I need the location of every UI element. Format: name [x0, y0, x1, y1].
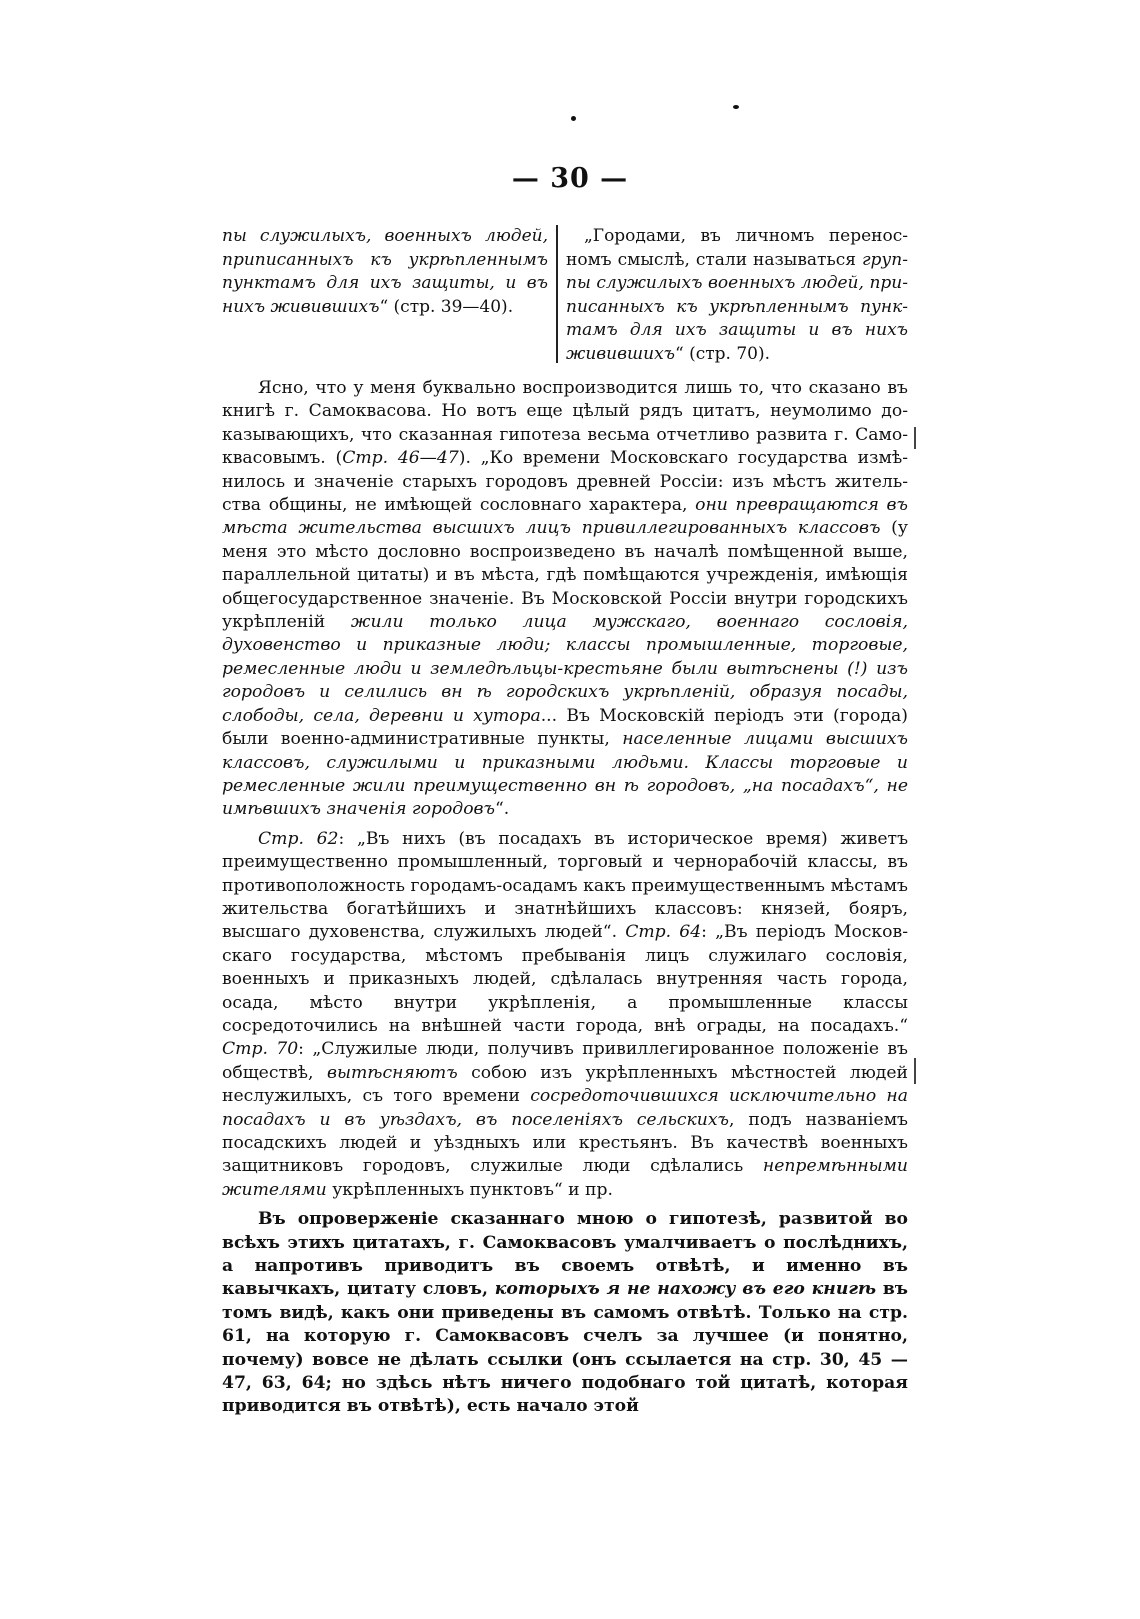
- text-run: : „Въ періодъ Московскаго государства, мѣстомъ пребыванія лицъ служилаго сословія, военныхъ и приказныхъ людей, сдѣлалась внутренняя часть города, осада, мѣсто внутри укрѣпленія, а промышленные классы сосредоточились на внѣшней части города, внѣ ограды, на посадахъ.“: [222, 922, 909, 1036]
- italic-run: непремѣнными жителями: [222, 1156, 908, 1200]
- paragraph: [222, 377, 908, 822]
- right-citation-italic: группы служилыхъ военныхъ людей, приписанныхъ къ укрѣпленнымъ пунктамъ для ихъ защиты и въ нихъ живившихъ: [566, 249, 908, 364]
- text-run: въ томъ видѣ, какъ они приведены въ самомъ отвѣтѣ. Только на стр. 61, на которую г. Самоквасовъ счелъ за лучшее (и понятно, почему) вовсе не дѣлать ссылки (онъ ссылается на стр. 30, 45 — 47, 63, 64; но здѣсь нѣтъ ничего подобнаго той цитатѣ, которая приводится въ отвѣтѣ), есть начало этой: [222, 1279, 908, 1417]
- italic-run: они превращаются въ мѣста жительства высшихъ лицъ привиллегированныхъ классовъ: [222, 495, 909, 539]
- paragraph: [222, 828, 908, 1203]
- margin-mark: [914, 427, 916, 449]
- italic-run: Стр. 62: [258, 828, 339, 849]
- italic-run: Стр. 46—47: [342, 448, 459, 469]
- italic-run: вытѣсняютъ: [326, 1062, 458, 1083]
- text-run: ). „Ко времени Московскаго государства измѣнилось и значеніе старыхъ городовъ древней Россіи: изъ мѣстъ жительства общины, не имѣющей сословнаго характера,: [222, 448, 908, 516]
- text-run: “.: [495, 799, 510, 820]
- italic-run: Стр. 64: [625, 922, 702, 943]
- italic-run: сосредоточившихся исключительно на посадахъ и въ уѣздахъ, въ поселеніяхъ сельскихъ: [222, 1086, 908, 1130]
- right-citation-text: „Городами, въ личномъ переносномъ смыслѣ, стали называться: [566, 226, 908, 270]
- column-divider: [556, 225, 558, 363]
- ink-speck: [571, 116, 576, 121]
- text-run: Въ опроверженіе сказаннаго мною о гипотезѣ, развитой во всѣхъ этихъ цитатахъ, г. Самоквасовъ умалчиваетъ о послѣднихъ, а напротивъ приводитъ въ своемъ отвѣтѣ, и именно въ кавычкахъ, цитату словъ,: [222, 1209, 908, 1300]
- paragraph: [222, 1208, 908, 1419]
- text-run: собою изъ укрѣпленныхъ мѣстностей людей неслужилыхъ, съ того времени: [222, 1062, 909, 1107]
- text-run: (у меня это мѣсто дословно воспроизведено въ началѣ помѣщенной выше, параллельной цитаты) и въ мѣста, гдѣ помѣщаются учрежденія, имѣющія общегосударственное значеніе. Въ Московской Россіи внутри городскихъ укрѣпленій: [222, 518, 908, 633]
- ink-speck: [733, 105, 739, 109]
- right-citation: [566, 225, 908, 366]
- italic-run: которыхъ я не нахожу въ его книгѣ: [494, 1279, 877, 1300]
- left-citation-ref: “ (стр. 39—40).: [379, 296, 514, 317]
- margin-mark: [914, 1058, 916, 1084]
- text-run: : „Служилые люди, получивъ привиллегированное положеніе въ обществѣ,: [222, 1039, 908, 1083]
- parallel-citations: [222, 225, 908, 365]
- italic-run: Стр. 70: [222, 1039, 299, 1060]
- text-run: ... Въ Московскій періодъ эти (города) были военно-административные пункты,: [222, 705, 908, 750]
- left-citation: [222, 225, 548, 319]
- text-run: , подъ названіемъ посадскихъ людей и уѣздныхъ или крестьянъ. Въ качествѣ военныхъ защитниковъ городовъ, служилые люди сдѣлались: [222, 1109, 908, 1177]
- italic-run: населенные лицами высшихъ классовъ, служилыми и приказными людьми. Классы торговые и ремесленные жили преимущественно вн ѣ городовъ, „на посадахъ“, не имѣвшихъ значенія городовъ: [222, 729, 909, 820]
- body-text: [222, 377, 908, 1425]
- page-number: — 30 —: [511, 163, 629, 194]
- left-citation-italic: пы служилыхъ, военныхъ людей, приписанныхъ къ укрѣпленнымъ пунктамъ для ихъ защиты, и въ нихъ живившихъ: [222, 226, 548, 317]
- italic-run: жили только лица мужскаго, военнаго сословія, духовенство и приказные люди; классы промышленные, торговые, ремесленные люди и земледѣльцы-крестьяне были вытѣснены (!) изъ городовъ и селились вн ѣ городскихъ укрѣпленій, образуя посады, слободы, села, деревни и хутора: [222, 612, 909, 726]
- text-run: : „Въ нихъ (въ посадахъ въ историческое время) живетъ преимущественно промышленный, торговый и чернорабочій классы, въ противоположность городамъ-осадамъ какъ преимущественнымъ мѣстамъ жительства богатѣйшихъ и знатнѣйшихъ классовъ: князей, бояръ, высшаго духовенства, служилыхъ людей“.: [222, 828, 909, 943]
- text-run: укрѣпленныхъ пунктовъ“ и пр.: [326, 1179, 613, 1200]
- right-citation-ref: “ (стр. 70).: [674, 343, 770, 364]
- text-run: Ясно, что у меня буквально воспроизводится лишь то, что сказано въ книгѣ г. Самоквасова. Но вотъ еще цѣлый рядъ цитатъ, неумолимо доказывающихъ, что сказанная гипотеза весьма отчетливо развита г. Самоквасовымъ. (: [222, 378, 908, 469]
